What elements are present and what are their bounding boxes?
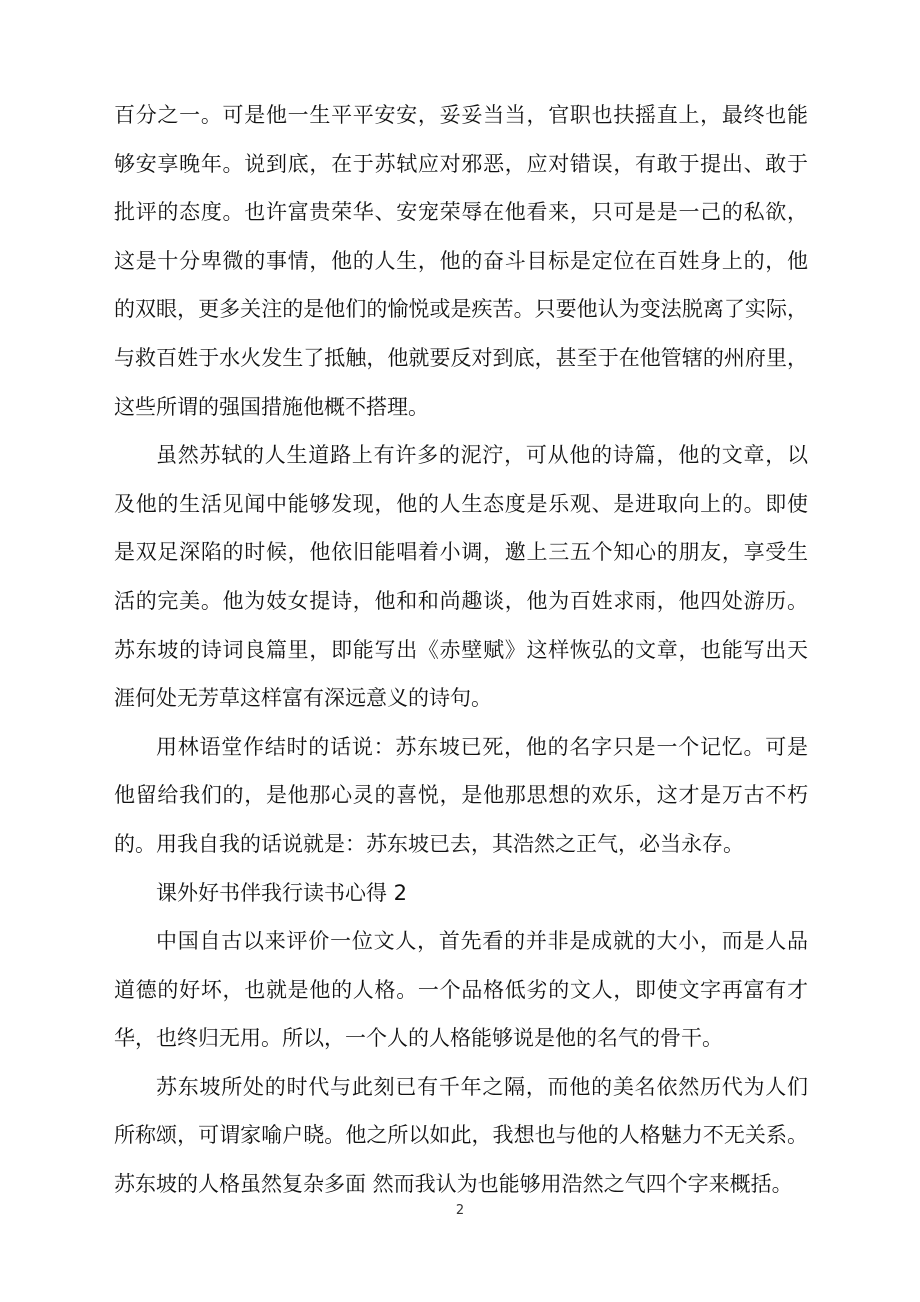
text-line: 的。用我自我的话说就是：苏东坡已去，其浩然之正气，必当永存。 bbox=[114, 831, 744, 856]
text-line: 中国自古以来评价一位文人，首先看的并非是成就的大小，而是人品 bbox=[156, 929, 808, 954]
text-line: 与救百姓于水火发生了抵触，他就要反对到底，甚至于在他管辖的州府里， bbox=[114, 345, 808, 370]
document-page bbox=[114, 91, 808, 1209]
text-line: 苏东坡的诗词良篇里，即能写出《赤壁赋》这样恢弘的文章，也能写出天 bbox=[114, 637, 808, 662]
text-line: 涯何处无芳草这样富有深远意义的诗句。 bbox=[114, 686, 492, 711]
text-line: 苏东坡所处的时代与此刻已有千年之隔，而他的美名依然历代为人们 bbox=[156, 1074, 808, 1099]
paragraph bbox=[114, 917, 808, 1063]
text-line: 是双足深陷的时候，他依旧能唱着小调，邀上三五个知心的朋友，享受生 bbox=[114, 540, 808, 565]
paragraph bbox=[114, 1063, 808, 1209]
section-heading bbox=[114, 869, 808, 918]
heading-text: 课外好书伴我行读书心得 2 bbox=[156, 880, 408, 905]
text-line: 华，也终归无用。所以，一个人的人格能够说是他的名气的骨干。 bbox=[114, 1026, 723, 1051]
text-line: 批评的态度。也许富贵荣华、安宠荣辱在他看来，只可是是一己的私欲， bbox=[114, 200, 808, 225]
text-line: 够安享晚年。说到底，在于苏轼应对邪恶，应对错误，有敢于提出、敢于 bbox=[114, 151, 808, 176]
text-line: 道德的好坏，也就是他的人格。一个品格低劣的文人，即使文字再富有才 bbox=[114, 977, 808, 1002]
text-line: 虽然苏轼的人生道路上有许多的泥泞，可从他的诗篇，他的文章，以 bbox=[156, 443, 808, 468]
paragraph bbox=[114, 723, 808, 869]
text-line: 用林语堂作结时的话说：苏东坡已死，他的名字只是一个记忆。可是 bbox=[156, 734, 808, 759]
text-line: 活的完美。他为妓女提诗，他和和尚趣谈，他为百姓求雨，他四处游历。 bbox=[114, 588, 808, 613]
text-line: 的双眼，更多关注的是他们的愉悦或是疾苦。只要他认为变法脱离了实际， bbox=[114, 297, 808, 322]
page-number: 2 bbox=[455, 1203, 465, 1218]
text-line: 及他的生活见闻中能够发现，他的人生态度是乐观、是进取向上的。即使 bbox=[114, 491, 808, 516]
paragraph bbox=[114, 91, 808, 431]
text-line: 苏东坡的人格虽然复杂多面 然而我认为也能够用浩然之气四个字来概括。 bbox=[114, 1172, 793, 1197]
text-line: 这些所谓的强国措施他概不搭理。 bbox=[114, 394, 429, 419]
paragraph bbox=[114, 431, 808, 723]
text-line: 这是十分卑微的事情，他的人生，他的奋斗目标是定位在百姓身上的，他 bbox=[114, 248, 808, 273]
text-line: 百分之一。可是他一生平平安安，妥妥当当，官职也扶摇直上，最终也能 bbox=[114, 103, 808, 127]
text-line: 所称颂，可谓家喻户晓。他之所以如此，我想也与他的人格魅力不无关系。 bbox=[114, 1123, 808, 1148]
text-line: 他留给我们的，是他那心灵的喜悦，是他那思想的欢乐，这才是万古不朽 bbox=[114, 783, 808, 808]
